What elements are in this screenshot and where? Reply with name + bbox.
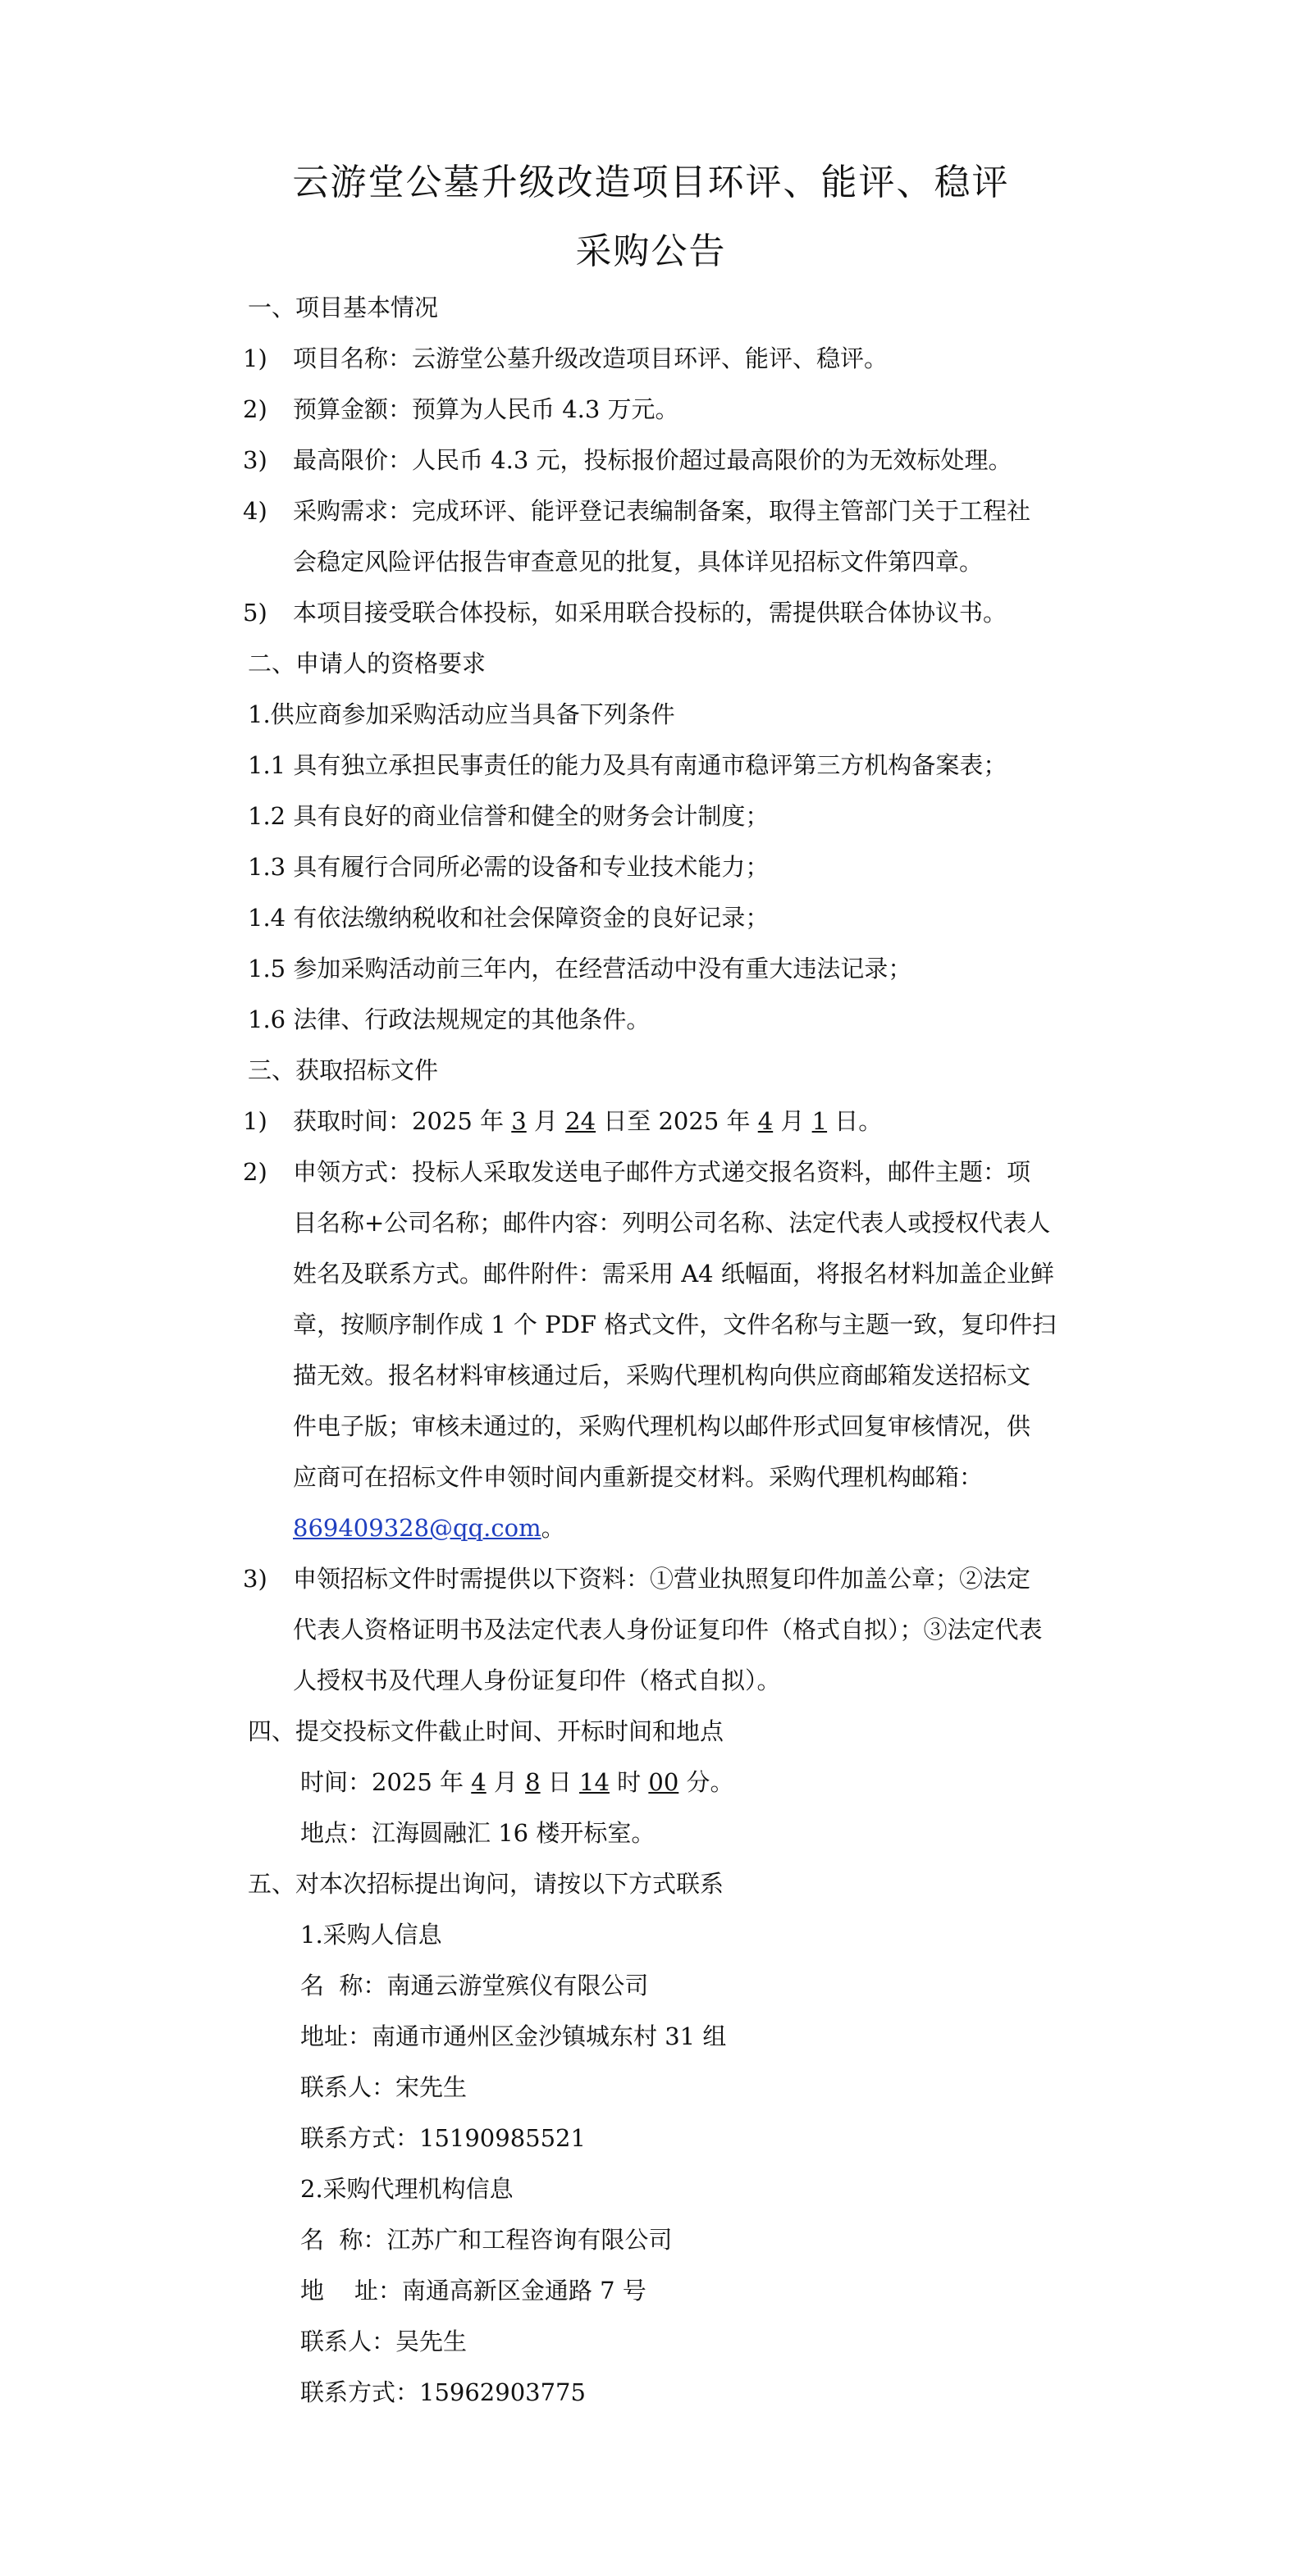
item-number: 1) — [243, 344, 267, 372]
buyer-contact: 联系人：宋先生 — [300, 2073, 468, 2101]
agent-contact: 联系人：吴先生 — [300, 2328, 468, 2355]
section-heading-3: 三、获取招标文件 — [248, 1056, 439, 1084]
item-number: 2) — [243, 1158, 267, 1186]
agent-phone: 联系方式：15962903775 — [300, 2378, 586, 2406]
section-heading-5: 五、对本次招标提出询问，请按以下方式联系 — [248, 1870, 724, 1898]
item-number: 1) — [243, 1107, 267, 1135]
buyer-heading: 1.采购人信息 — [300, 1921, 442, 1949]
required-docs-line: 人授权书及代理人身份证复印件（格式自拟）。 — [293, 1666, 781, 1694]
max-price-text: 最高限价：人民币 4.3 元，投标报价超过最高限价的为无效标处理。 — [293, 446, 1012, 474]
qualification-line: 1.1 具有独立承担民事责任的能力及具有南通市稳评第三方机构备案表； — [248, 751, 1007, 779]
required-docs-line: 代表人资格证明书及法定代表人身份证复印件（格式自拟）；③法定代表 — [293, 1616, 1043, 1644]
qualification-line: 1.6 法律、行政法规规定的其他条件。 — [248, 1005, 651, 1033]
buyer-phone: 联系方式：15190985521 — [300, 2124, 586, 2152]
required-docs-line: 申领招标文件时需提供以下资料：①营业执照复印件加盖公章；②法定 — [293, 1565, 1031, 1593]
bid-place-text: 地点：江海圆融汇 16 楼开标室。 — [300, 1819, 656, 1847]
item-number: 5) — [243, 599, 267, 627]
apply-method-line: 描无效。报名材料审核通过后，采购代理机构向供应商邮箱发送招标文 — [293, 1361, 1031, 1389]
apply-method-line: 目名称+公司名称；邮件内容：列明公司名称、法定代表人或授权代表人 — [293, 1209, 1051, 1237]
item-number: 3) — [243, 1565, 267, 1593]
agent-heading: 2.采购代理机构信息 — [300, 2175, 514, 2203]
item-number: 3) — [243, 446, 267, 474]
apply-method-line: 章，按顺序制作成 1 个 PDF 格式文件，文件名称与主题一致，复印件扫 — [293, 1311, 1057, 1338]
section-heading-4: 四、提交投标文件截止时间、开标时间和地点 — [248, 1717, 724, 1745]
apply-method-line: 件电子版；审核未通过的，采购代理机构以邮件形式回复审核情况，供 — [293, 1412, 1031, 1440]
agent-address: 地 址：南通高新区金通路 7 号 — [300, 2277, 646, 2305]
email-line: 869409328@qq.com。 — [293, 1514, 565, 1542]
project-name-text: 项目名称：云游堂公墓升级改造项目环评、能评、稳评。 — [293, 344, 889, 372]
qualification-line: 1.4 有依法缴纳税收和社会保障资金的良好记录； — [248, 904, 770, 932]
document-title-line2: 采购公告 — [575, 230, 727, 272]
buyer-address: 地址：南通市通州区金沙镇城东村 31 组 — [300, 2022, 727, 2050]
budget-text: 预算金额：预算为人民币 4.3 万元。 — [293, 395, 679, 423]
apply-method-line: 姓名及联系方式。邮件附件：需采用 A4 纸幅面，将报名材料加盖企业鲜 — [293, 1260, 1054, 1288]
section-heading-2: 二、申请人的资格要求 — [248, 650, 487, 677]
qualification-line: 1.5 参加采购活动前三年内，在经营活动中没有重大违法记录； — [248, 955, 912, 983]
requirement-text-line1: 采购需求：完成环评、能评登记表编制备案，取得主管部门关于工程社 — [293, 497, 1031, 525]
consortium-text: 本项目接受联合体投标，如采用联合投标的，需提供联合体协议书。 — [293, 599, 1007, 627]
buyer-name: 名 称：南通云游堂殡仪有限公司 — [300, 1972, 649, 1999]
apply-method-line: 申领方式：投标人采取发送电子邮件方式递交报名资料，邮件主题：项 — [293, 1158, 1031, 1186]
acquire-time-text: 获取时间：2025 年 3 月 24 日至 2025 年 4 月 1 日。 — [293, 1107, 883, 1135]
document-title-line1: 云游堂公墓升级改造项目环评、能评、稳评 — [292, 162, 1010, 203]
agency-email-link[interactable]: 869409328@qq.com — [293, 1514, 541, 1542]
item-number: 2) — [243, 395, 267, 423]
requirement-text-line2: 会稳定风险评估报告审查意见的批复，具体详见招标文件第四章。 — [293, 548, 984, 576]
qualification-line: 1.2 具有良好的商业信誉和健全的财务会计制度； — [248, 802, 770, 830]
bid-time-text: 时间：2025 年 4 月 8 日 14 时 00 分。 — [300, 1768, 734, 1796]
qualification-line: 1.3 具有履行合同所必需的设备和专业技术能力； — [248, 853, 770, 881]
section-heading-1: 一、项目基本情况 — [248, 294, 439, 321]
item-number: 4) — [243, 497, 267, 525]
qualification-line: 1.供应商参加采购活动应当具备下列条件 — [248, 700, 675, 728]
apply-method-line: 应商可在招标文件申领时间内重新提交材料。采购代理机构邮箱： — [293, 1463, 984, 1491]
agent-name: 名 称：江苏广和工程咨询有限公司 — [300, 2226, 673, 2254]
